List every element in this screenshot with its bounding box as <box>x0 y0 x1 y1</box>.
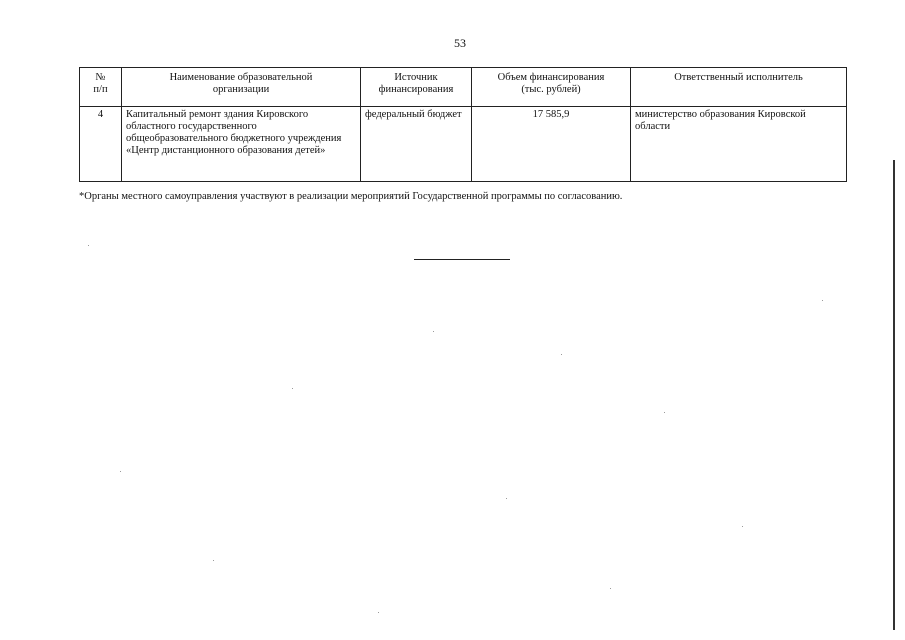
scan-speck <box>664 412 665 413</box>
cell-funding-amount: 17 585,9 <box>472 107 631 182</box>
scan-speck <box>742 526 743 527</box>
cell-executor: министерство образования Кировской области <box>631 107 847 182</box>
scan-speck <box>120 471 121 472</box>
header-number-text: № п/п <box>93 72 108 95</box>
footnote: *Органы местного самоуправления участвуют в реализации мероприятий Государственной программы по согласованию. <box>79 191 623 202</box>
cell-funding-source: федеральный бюджет <box>361 107 472 182</box>
scan-edge-line <box>893 160 895 630</box>
header-funding-amount-text: Объем финансирования (тыс. рублей) <box>497 72 605 95</box>
table-header-row <box>80 68 847 107</box>
cell-number: 4 <box>80 107 122 182</box>
scan-speck <box>610 588 611 589</box>
header-executor <box>631 68 847 107</box>
header-funding-source <box>361 68 472 107</box>
scan-speck <box>822 300 823 301</box>
scan-speck <box>292 388 293 389</box>
scan-speck <box>88 245 89 246</box>
header-organization <box>122 68 361 107</box>
funding-table <box>79 67 847 182</box>
scan-speck <box>378 612 379 613</box>
header-funding-amount <box>472 68 631 107</box>
header-funding-source-text: Источник финансирования <box>378 72 454 95</box>
header-organization-text: Наименование образовательной организации <box>169 72 313 95</box>
scan-speck <box>561 354 562 355</box>
header-number <box>80 68 122 107</box>
table-row <box>80 107 847 182</box>
scan-speck <box>506 498 507 499</box>
cell-organization: Капитальный ремонт здания Кировского областного государственного общеобразовательного бюджетного учреждения «Центр дистанционного образования детей» <box>122 107 361 182</box>
end-divider <box>414 259 510 260</box>
scan-speck <box>433 331 434 332</box>
header-executor-text: Ответственный исполнитель <box>674 72 803 83</box>
scan-speck <box>213 560 214 561</box>
page-number: 53 <box>454 36 466 50</box>
